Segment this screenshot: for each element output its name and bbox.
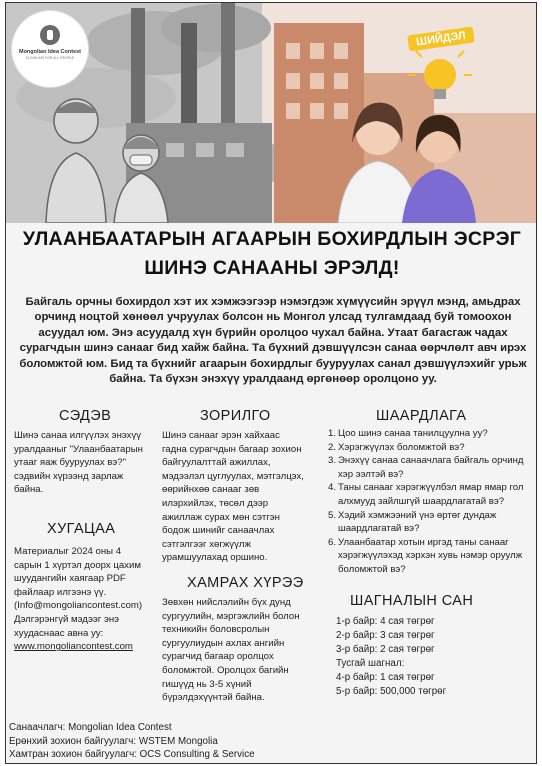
prize-list — [336, 615, 516, 656]
hero-illustration — [6, 3, 537, 223]
topic-text — [14, 429, 164, 497]
topic-line: уралдааныг "Улаанбаатарын — [14, 443, 143, 455]
special-prize-label: Тусгай шагнал: — [336, 658, 405, 669]
requirements-heading: ШААРДЛАГА — [376, 408, 467, 424]
participants-line: гишүүд нь 3-5 хүний — [162, 678, 252, 690]
deadline-text — [14, 545, 174, 654]
goal-line: Шинэ санааг эрэн хайхаас — [162, 430, 280, 441]
intro-paragraph: Байгаль орчны бохирдол хэт их хэмжээгээр нэмэгдэж хүмүүсийн эрүүл мэнд, амьдрах орчинд ноцтой хөнөөл учруулах болсон нь Монгол улсад тулгамдаад буй томоохон асуудал юм. Энэ асуудалд хүн бүрийн оролцоо чухал байна. Утаат багасгаж чадах сурагчдын шинэ санааг бид хайж байна. Та бүхний дэвшүүлсэн санаа өөрчлөлт авч ирэх боломжтой юм. Бид та бүхнийг агаарын бохирдлыг бууруулах санал дэвшүүлэхийг урьж байна. Та бүхэн энэхүү уралдаанд өргөнөөр оролцоно уу. — [19, 296, 527, 386]
title-line-2: ШИНЭ САНААНЫ ЭРЭЛД! — [144, 257, 400, 279]
topic-heading: СЭДЭВ — [59, 408, 112, 424]
requirements-list — [328, 427, 530, 577]
title-line-1: УЛААНБААТАРЫН АГААРЫН БОХИРДЛЫН ЭСРЭГ — [22, 228, 522, 250]
organizer-credit: Санаачлагч: Mongolian Idea Contest — [9, 722, 172, 733]
deadline-line: файлаар илгээнэ үү. — [14, 586, 107, 598]
special-prize-list — [336, 671, 516, 699]
participants-line: Зөвхөн нийслэлийн бүх дунд — [162, 597, 291, 608]
requirement-item: 2. Хэрэгжүүлэх боломжтой вэ? — [328, 441, 465, 453]
participants-line: бүрэлдэхүүнтэй байна. — [162, 692, 265, 704]
goal-line: урамшуулахад оршино. — [162, 552, 268, 564]
requirement-item: 3. Энэхүү санаа санаачлага байгаль орчинд хэр ээлтэй вэ? — [328, 455, 524, 480]
prize-heading: ШАГНАЛЫН САН — [350, 593, 474, 609]
goal-line: сэтгэлгээг хөгжүүлж — [162, 538, 251, 550]
goal-line: гадна сурагчдын багаар зохион — [162, 443, 302, 455]
requirement-item: 6. Улаанбаатар хотын иргэд таны санааг хэрэгжүүлэхэд хэрхэн хувь нэмэр оруулж боломжтой вэ? — [328, 536, 523, 575]
deadline-line: хуудаснаас авна уу: — [14, 627, 104, 639]
prize-item: 2-р байр: 3 сая төгрөг — [336, 629, 435, 641]
participants-line: техникийн боловсролын — [162, 624, 270, 636]
deadline-email-line: (Info@mongoliancontest.com) — [14, 600, 143, 612]
goal-text — [162, 429, 322, 565]
idea-word-label: ШИЙДЭЛ — [407, 26, 474, 51]
requirement-item: 5. Хэдий хэмжээний үнэ өртөг дундаж шаардлагатай вэ? — [328, 509, 497, 535]
logo-badge — [12, 11, 88, 87]
goal-heading: ЗОРИЛГО — [200, 408, 271, 424]
prize-item: 3-р байр: 2 сая төгрөг — [336, 643, 435, 655]
topic-line: сэдвийн хүрээнд зарлаж — [14, 470, 124, 482]
prize-item: 4-р байр: 1 сая төгрөг — [336, 672, 435, 683]
logo-name: Mongolian Idea Contest — [18, 49, 82, 55]
participants-heading: ХАМРАХ ХҮРЭЭ — [187, 575, 304, 591]
goal-line: бодож шинийг санаачлах — [162, 525, 275, 537]
website-link[interactable]: www.mongoliancontest.com — [14, 641, 133, 653]
deadline-line: Материалыг 2024 оны 4 — [14, 546, 122, 557]
goal-line: ажиллаж сурах мөн сэтгэн — [162, 511, 280, 523]
prize-item: 5-р байр: 500,000 төгрөг — [336, 685, 447, 697]
topic-line: байна. — [14, 484, 44, 496]
deadline-line: шуудангийн хаягаар PDF — [14, 573, 126, 585]
goal-line: өөрийнхөө санааг зөв — [162, 484, 260, 496]
participants-line: сурагчид багаар оролцох — [162, 651, 274, 663]
goal-line: байгуулалттай ажиллах, — [162, 457, 271, 469]
participants-line: боломжтой. Оролцох багийн — [162, 664, 289, 676]
topic-line: утааг яаж бууруулах вэ?" — [14, 457, 127, 469]
logo-tagline: CLEAN AIR FOR ALL PEOPLE — [25, 56, 75, 60]
prize-item: 1-р байр: 4 сая төгрөг — [336, 616, 435, 627]
logo-icon — [40, 25, 60, 45]
participants-line: сургуулийн, мэргэжлийн болон — [162, 610, 300, 622]
goal-line: мэдээлэл цуглуулах, мэтгэлцэх, — [162, 470, 304, 482]
poster-title — [6, 225, 537, 283]
poster — [5, 2, 537, 764]
requirement-item: 4. Таны санааг хэрэгжүүлбэл ямар ямар гол алхмууд зайлшгүй шаардлагатай вэ? — [328, 482, 524, 507]
topic-line: Шинэ санаа илгүүлэх энэхүү — [14, 430, 142, 441]
goal-line: илэрхийлэх, төсөл дээр — [162, 497, 269, 509]
deadline-heading: ХУГАЦАА — [47, 521, 116, 537]
participants-line: сургуулиудын ахлах ангийн — [162, 637, 285, 649]
deadline-line: Дэлгэрэнгүй мэдээг энэ — [14, 613, 120, 625]
deadline-line: сарын 1 хүртэл доорх цахим — [14, 559, 141, 571]
general-partner-credit: Ерөнхий зохион байгуулагч: WSTEM Mongolia — [9, 735, 218, 747]
participants-text — [162, 596, 327, 705]
requirement-item: 1. Цоо шинэ санаа танилцуулна уу? — [328, 428, 488, 439]
footer-credits — [9, 721, 255, 762]
co-organizer-credit: Хамтран зохион байгуулагч: OCS Consulting & Service — [9, 749, 255, 761]
